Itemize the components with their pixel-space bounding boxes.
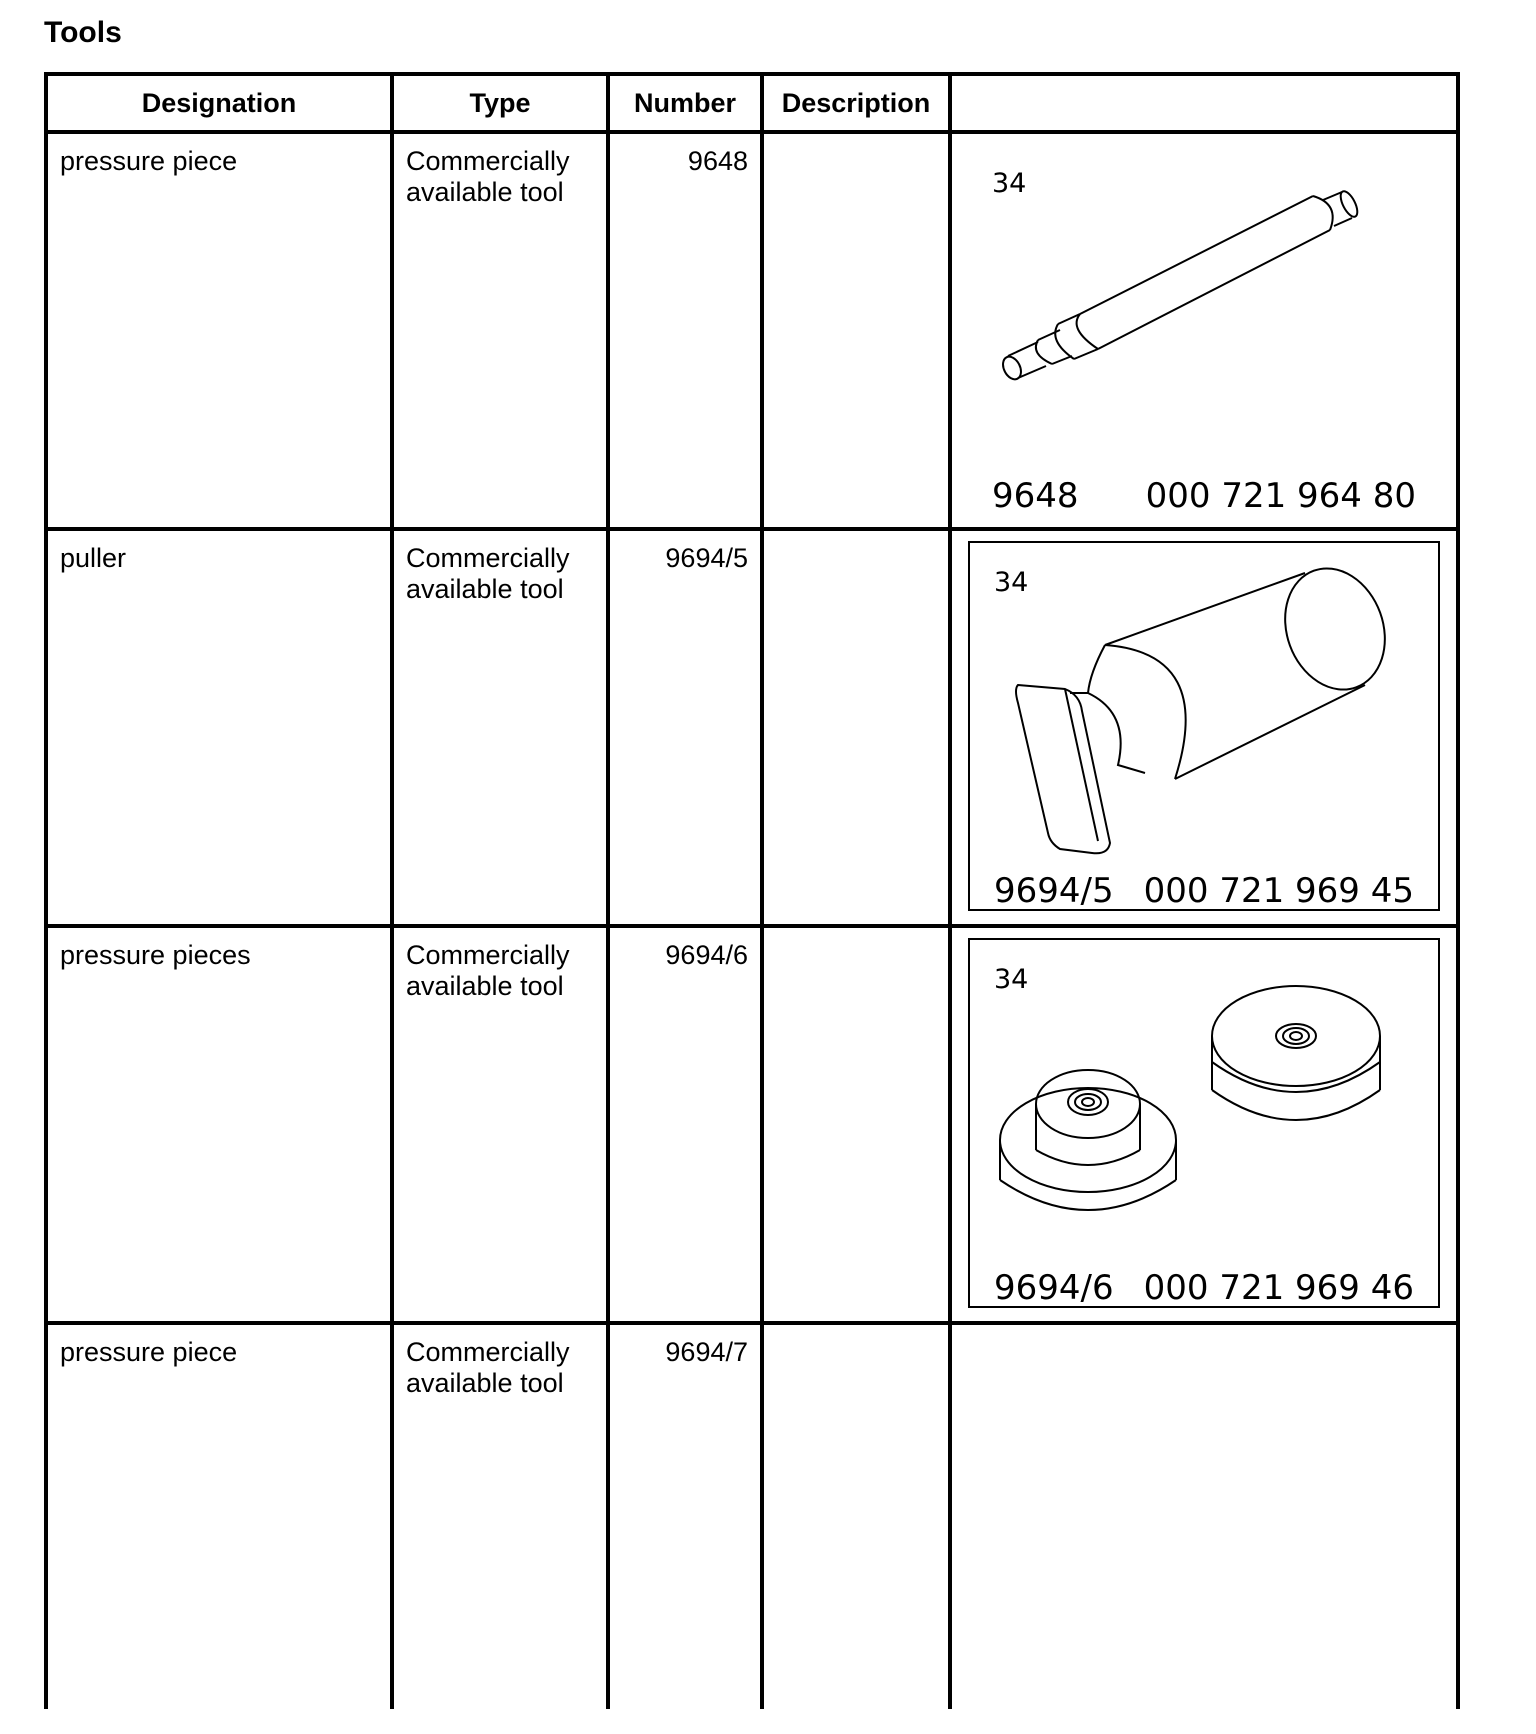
number-text: 9694/6 <box>665 940 748 970</box>
designation-cell <box>46 1323 392 1709</box>
table-row <box>46 529 1458 926</box>
table-row <box>46 926 1458 1323</box>
type-cell <box>392 926 608 1323</box>
tools-table <box>44 72 1460 1709</box>
number-cell <box>608 1323 762 1709</box>
number-cell <box>608 926 762 1323</box>
illustration <box>968 144 1440 514</box>
type-cell <box>392 1323 608 1709</box>
illustration <box>968 938 1440 1308</box>
illustration-cell <box>950 529 1458 926</box>
figure-tool-number: 9694/6 <box>994 1268 1114 1308</box>
figure-part-number: 000 721 969 46 <box>1143 1268 1414 1308</box>
illustration-cell <box>950 1323 1458 1709</box>
header-description: Description <box>762 74 950 132</box>
figure-reference: 34 <box>994 567 1029 598</box>
puller-drawing <box>970 543 1432 909</box>
illustration <box>968 541 1440 911</box>
number-cell <box>608 529 762 926</box>
designation-text: pressure piece <box>60 146 238 176</box>
figure-part-number: 000 721 964 80 <box>1145 476 1416 516</box>
header-row <box>46 74 1458 132</box>
figure-reference: 34 <box>992 168 1027 199</box>
pressure-pieces-drawing <box>970 940 1432 1306</box>
description-text <box>764 1325 948 1337</box>
number-text: 9694/5 <box>665 543 748 573</box>
header-illustration <box>950 74 1458 132</box>
description-text <box>764 134 948 146</box>
designation-cell <box>46 529 392 926</box>
designation-cell <box>46 132 392 529</box>
table-row <box>46 1323 1458 1709</box>
figure-reference: 34 <box>994 964 1029 995</box>
page-title: Tools <box>44 16 122 49</box>
illustration-cell <box>950 926 1458 1323</box>
type-text: Commercially available tool <box>406 940 570 1001</box>
type-text: Commercially available tool <box>406 543 570 604</box>
type-text: Commercially available tool <box>406 146 570 207</box>
description-cell <box>762 926 950 1323</box>
figure-part-number: 000 721 969 45 <box>1143 871 1414 911</box>
number-text: 9648 <box>687 146 748 176</box>
figure-tool-number: 9648 <box>992 476 1079 516</box>
description-cell <box>762 1323 950 1709</box>
header-type: Type <box>392 74 608 132</box>
designation-cell <box>46 926 392 1323</box>
description-text <box>764 928 948 940</box>
description-cell <box>762 529 950 926</box>
header-designation: Designation <box>46 74 392 132</box>
description-cell <box>762 132 950 529</box>
type-cell <box>392 132 608 529</box>
number-cell <box>608 132 762 529</box>
type-text: Commercially available tool <box>406 1337 570 1398</box>
illustration-cell <box>950 132 1458 529</box>
designation-text: puller <box>60 543 127 573</box>
pressure-piece-drawing <box>968 144 1444 514</box>
number-text: 9694/7 <box>665 1337 748 1367</box>
table-row <box>46 132 1458 529</box>
figure-tool-number: 9694/5 <box>994 871 1114 911</box>
designation-text: pressure piece <box>60 1337 238 1367</box>
type-cell <box>392 529 608 926</box>
designation-text: pressure pieces <box>60 940 251 970</box>
header-number: Number <box>608 74 762 132</box>
description-text <box>764 531 948 543</box>
